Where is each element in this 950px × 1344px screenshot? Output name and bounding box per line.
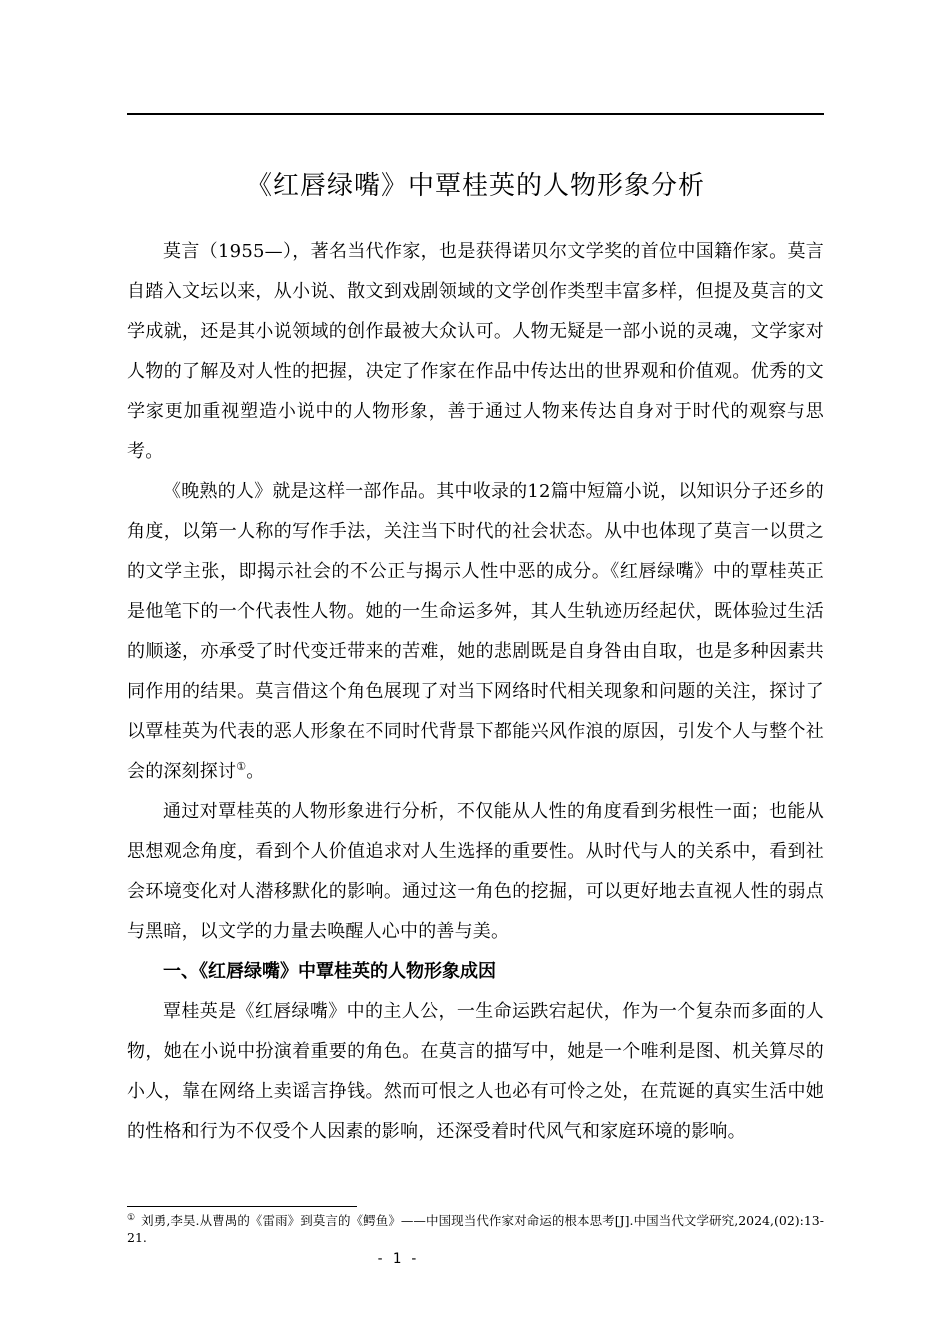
paragraph-character: 覃桂英是《红唇绿嘴》中的主人公，一生命运跌宕起伏，作为一个复杂而多面的人物，她在小说中扮演着重要的角色。在莫言的描写中，她是一个唯利是图、机关算尽的小人，靠在网络上卖谣言挣钱。然而可恨之人也必有可怜之处，在荒诞的真实生活中她的性格和行为不仅受个人因素的影响，还深受着时代风气和家庭环境的影响。 [127, 1001, 824, 1142]
section-heading: 一、《红唇绿嘴》中覃桂英的人物形象成因 [163, 961, 496, 982]
paragraph-work-text: 《晚熟的人》就是这样一部作品。其中收录的12篇中短篇小说，以知识分子还乡的角度，以第一人称的写作手法，关注当下时代的社会状态。从中也体现了莫言一以贯之的文学主张，即揭示社会的不公正与揭示人性中恶的成分。《红唇绿嘴》中的覃桂英正是他笔下的一个代表性人物。她的一生命运多舛，其人生轨迹历经起伏，既体验过生活的顺遂，亦承受了时代变迁带来的苦难，她的悲剧既是自身咎由自取，也是多种因素共同作用的结果。莫言借这个角色展现了对当下网络时代相关现象和问题的关注，探讨了以覃桂英为代表的恶人形象在不同时代背景下都能兴风作浪的原因，引发个人与整个社会的深刻探讨 [127, 481, 824, 782]
footnote-reference[interactable]: ① [236, 760, 247, 773]
paragraph-work [127, 472, 824, 792]
page-number: - 1 - [375, 1251, 419, 1267]
paragraph-purpose: 通过对覃桂英的人物形象进行分析，不仅能从人性的角度看到劣根性一面；也能从思想观念角度，看到个人价值追求对人生选择的重要性。从时代与人的关系中，看到社会环境变化对人潜移默化的影响。通过这一角色的挖掘，可以更好地去直视人性的弱点与黑暗，以文学的力量去唤醒人心中的善与美。 [127, 801, 824, 942]
document-title: 《红唇绿嘴》中覃桂英的人物形象分析 [245, 171, 705, 201]
header-rule [127, 113, 824, 115]
document-body [127, 232, 824, 1152]
paragraph-work-end: 。 [246, 761, 265, 782]
footnote-mark: ① [127, 1212, 136, 1223]
footnote [127, 1212, 824, 1246]
footnote-text: 刘勇,李昊.从曹禺的《雷雨》到莫言的《鳄鱼》——中国现当代作家对命运的根本思考[J].中国当代文学研究,2024,(02):13-21. [127, 1213, 824, 1245]
paragraph-intro: 莫言（1955—），著名当代作家，也是获得诺贝尔文学奖的首位中国籍作家。莫言自踏入文坛以来，从小说、散文到戏剧领域的文学创作类型丰富多样，但提及莫言的文学成就，还是其小说领域的创作最被大众认可。人物无疑是一部小说的灵魂，文学家对人物的了解及对人性的把握，决定了作家在作品中传达出的世界观和价值观。优秀的文学家更加重视塑造小说中的人物形象，善于通过人物来传达自身对于时代的观察与思考。 [127, 241, 824, 462]
footnote-separator [127, 1206, 357, 1207]
